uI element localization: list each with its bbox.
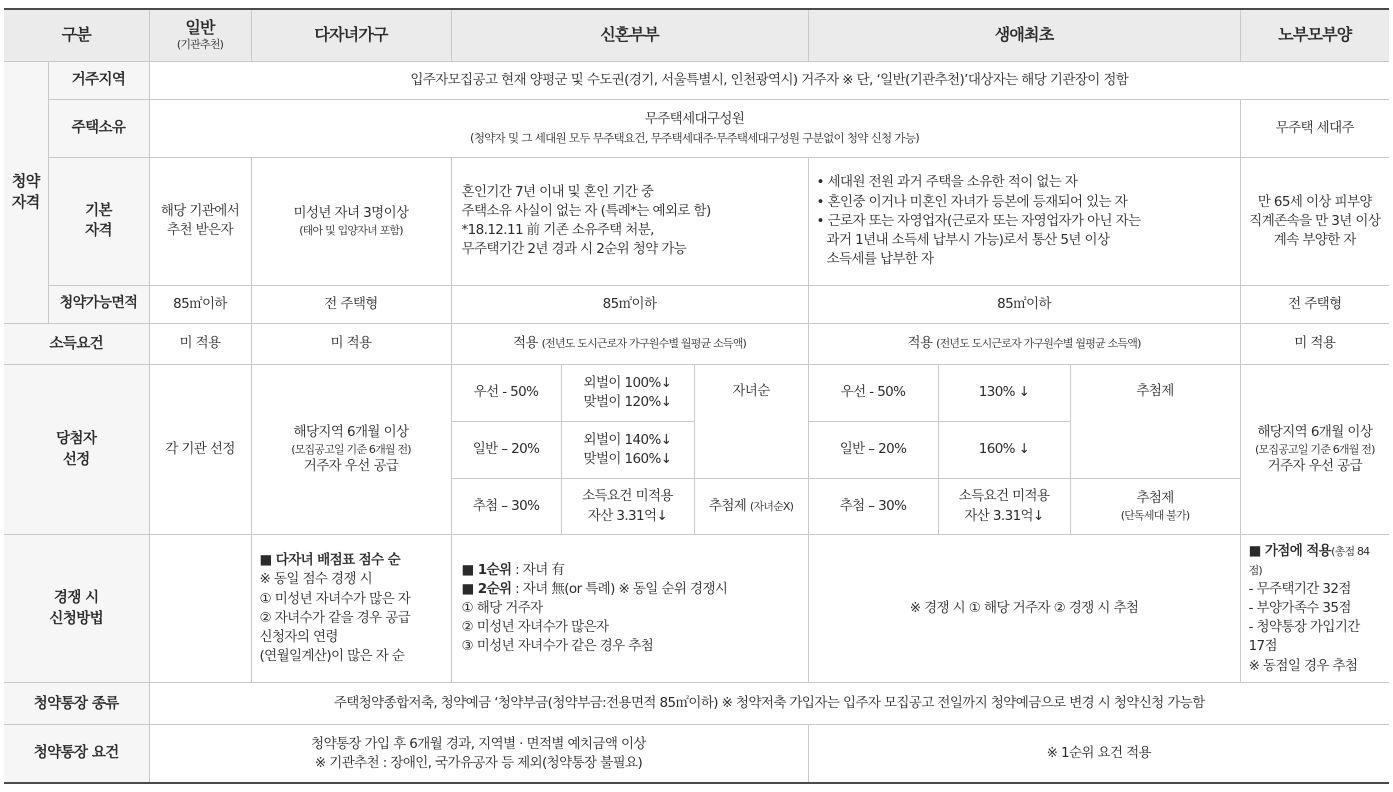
competition-row	[4, 535, 1389, 683]
basic-firsttime-text: 혼인중 이거나 미혼인 자녀가 등본에 등재되어 있는 자	[827, 193, 1128, 210]
selection-row-1	[4, 364, 1389, 421]
selection-label	[4, 364, 149, 534]
selection-nw-lottery-income-line1: 소득요건 미적용	[582, 488, 673, 505]
header-row	[4, 9, 1389, 61]
income-elderly: 미 적용	[1240, 323, 1389, 364]
selection-ft-general-income: 160% ↓	[938, 421, 1070, 478]
area-label: 청약가능면적	[48, 285, 149, 323]
selection-nw-general-income-line1: 외벌이 140%↓	[583, 431, 672, 448]
selection-nw-priority-income-line1: 외벌이 100%↓	[583, 374, 672, 391]
competition-elderly-title	[1249, 542, 1380, 580]
competition-multichild-line: 신청자의 연령	[259, 628, 338, 645]
eligibility-group-label	[4, 61, 48, 323]
header-firsttime: 생애최초	[808, 9, 1240, 61]
basic-firsttime-text: 근로자 또는 자영업자(근로자 또는 자영업자가 아닌 자는	[827, 212, 1141, 229]
area-general: 85㎡이하	[149, 285, 251, 323]
selection-elderly-line3: 거주자 우선 공급	[1267, 458, 1363, 475]
eligibility-group-label-line1: 청약	[11, 171, 40, 190]
selection-elderly	[1240, 364, 1389, 534]
basic-firsttime-item: • 세대원 전원 과거 주택을 소유한 적이 없는 자	[816, 174, 1078, 191]
selection-multichild	[251, 364, 451, 534]
income-newlywed-main: 적용	[512, 335, 538, 352]
header-newlywed: 신혼부부	[451, 9, 808, 61]
income-row	[4, 323, 1389, 364]
basic-multichild-sub: (태아 및 입양자녀 포함)	[299, 224, 403, 238]
competition-elderly-title-sub: (총점 84점)	[1248, 544, 1370, 577]
eligibility-group-label-line2: 자격	[11, 193, 40, 212]
competition-multichild-line: (연월일계산)이 많은 자 순	[259, 648, 405, 665]
income-multichild: 미 적용	[251, 323, 451, 364]
competition-firsttime: ※ 경쟁 시 ① 해당 거주자 ② 경쟁 시 추첨	[808, 535, 1240, 683]
area-newlywed: 85㎡이하	[451, 285, 808, 323]
basic-newlywed-line: 무주택기간 2년 경과 시 2순위 청약 가능	[461, 241, 687, 258]
housing-label: 주택소유	[48, 99, 149, 157]
housing-elderly: 무주택 세대주	[1240, 99, 1389, 157]
selection-general: 각 기관 선정	[149, 364, 251, 534]
basic-newlywed-line: 혼인기간 7년 이내 및 혼인 기간 중	[461, 183, 654, 200]
basic-row	[4, 157, 1389, 285]
selection-ft-lottery-income-line1: 소득요건 미적용	[958, 488, 1050, 505]
selection-nw-priority-method: 자녀순	[694, 364, 808, 478]
competition-multichild	[251, 535, 451, 683]
competition-multichild-line: ※ 동일 점수 경쟁 시	[259, 571, 373, 588]
basic-newlywed	[451, 157, 808, 285]
basic-general-line1: 해당 기관에서	[160, 203, 240, 220]
header-general	[149, 9, 251, 61]
selection-nw-priority-income-line2: 맞벌이 120%↓	[583, 393, 672, 410]
account-req-label: 청약통장 요건	[4, 725, 149, 783]
selection-ft-general: 일반 – 20%	[808, 421, 938, 478]
selection-nw-priority-income	[561, 364, 694, 421]
selection-ft-lottery-method-sub: (단독세대 불가)	[1120, 509, 1190, 523]
competition-label-line1: 경쟁 시	[53, 590, 99, 607]
income-label: 소득요건	[4, 323, 149, 364]
area-firsttime: 85㎡이하	[808, 285, 1240, 323]
selection-ft-lottery-income-line2: 자산 3.31억↓	[964, 507, 1044, 524]
residence-label: 거주지역	[48, 61, 149, 99]
residence-value: 입주자모집공고 현재 양평군 및 수도권(경기, 서울특별시, 인천광역시) 거주자 ※ 단, ‘일반(기관추천)’대상자는 해당 기관장이 정함	[149, 61, 1389, 99]
competition-nw-rank2	[462, 580, 798, 599]
basic-firsttime	[808, 157, 1240, 285]
competition-general	[149, 535, 251, 683]
selection-label-line2: 선정	[62, 451, 90, 468]
selection-nw-lottery: 추첨 – 30%	[451, 479, 561, 535]
housing-row	[4, 99, 1389, 157]
housing-value	[149, 99, 1240, 157]
residence-row	[4, 61, 1389, 99]
basic-multichild-main: 미성년 자녀 3명이상	[293, 204, 409, 221]
account-req-left-line2: ※ 기관추천 : 장애인, 국가유공자 등 제외(청약통장 불필요)	[314, 754, 643, 771]
selection-nw-priority: 우선 - 50%	[451, 364, 561, 421]
competition-elderly	[1240, 535, 1389, 683]
subscription-eligibility-table	[4, 8, 1389, 784]
area-row	[4, 285, 1389, 323]
income-firsttime-sub: (전년도 도시근로자 가구원수별 월평균 소득액)	[936, 337, 1141, 351]
selection-nw-lottery-income	[561, 479, 694, 535]
competition-nw-line: ③ 미성년 자녀수가 같은 경우 추첨	[461, 638, 654, 655]
selection-ft-priority: 우선 - 50%	[808, 364, 938, 421]
selection-multichild-line3: 거주자 우선 공급	[303, 458, 399, 475]
header-gubun: 구분	[4, 9, 149, 61]
selection-ft-priority-method: 추첨제	[1070, 364, 1240, 478]
selection-nw-lottery-method	[694, 479, 808, 535]
basic-firsttime-cont: 과거 1년내 소득세 납부시 가능)로서 통산 5년 이상	[826, 231, 1110, 248]
account-type-row	[4, 683, 1389, 725]
basic-general	[149, 157, 251, 285]
selection-label-line1: 당첨자	[56, 430, 97, 447]
header-general-title: 일반	[185, 18, 215, 38]
competition-multichild-title: ■ 다자녀 배점표 점수 순	[259, 552, 401, 569]
account-req-row	[4, 725, 1389, 783]
header-elderly: 노부모부양	[1240, 9, 1389, 61]
selection-elderly-sub: (모집공고일 기준 6개월 전)	[1255, 442, 1375, 456]
basic-elderly	[1240, 157, 1389, 285]
basic-firsttime-item: • 근로자 또는 자영업자(근로자 또는 자영업자가 아닌 자는	[816, 212, 1141, 229]
basic-firsttime-item: • 혼인중 이거나 미혼인 자녀가 등본에 등재되어 있는 자	[816, 193, 1128, 210]
basic-elderly-line: 직계존속을 만 3년 이상	[1249, 212, 1381, 229]
competition-multichild-line: ② 자녀수가 같을 경우 공급	[259, 609, 411, 626]
selection-elderly-line1: 해당지역 6개월 이상	[1257, 423, 1373, 440]
competition-nw-rank1-label: ■ 1순위	[461, 561, 512, 578]
selection-nw-general: 일반 – 20%	[451, 421, 561, 478]
basic-newlywed-line: *18.12.11 前 기존 소유주택 처분,	[461, 222, 654, 239]
selection-nw-lottery-income-line2: 자산 3.31억↓	[587, 507, 668, 524]
selection-nw-general-income-line2: 맞벌이 160%↓	[583, 451, 672, 468]
income-newlywed	[451, 323, 808, 364]
basic-firsttime-cont: 소득세를 납부한 자	[826, 250, 934, 267]
account-type-label: 청약통장 종류	[4, 683, 149, 725]
basic-elderly-line: 만 65세 이상 피부양	[1257, 193, 1372, 210]
basic-multichild	[251, 157, 451, 285]
competition-elderly-line: - 무주택기간 32점	[1248, 580, 1351, 597]
basic-label	[48, 157, 149, 285]
competition-multichild-line: ① 미성년 자녀수가 많은 자	[259, 590, 411, 607]
competition-elderly-line: - 청약통장 가입기간 17점	[1248, 619, 1360, 655]
housing-main: 무주택세대구성원	[644, 111, 745, 128]
selection-ft-lottery-method-main: 추첨제	[1136, 490, 1174, 507]
basic-newlywed-line: 주택소유 사실이 없는 자 (특례*는 예외로 함)	[461, 203, 711, 220]
competition-nw-line: ① 해당 거주자	[461, 600, 543, 617]
selection-nw-lottery-method-sub: (자녀순X)	[749, 500, 794, 513]
competition-nw-rank2-text: : 자녀 無(or 특례) ※ 동일 순위 경쟁시	[511, 580, 728, 597]
account-req-right: ※ 1순위 요건 적용	[808, 725, 1389, 783]
income-firsttime-main: 적용	[907, 335, 933, 352]
basic-label-line2: 자격	[85, 223, 112, 240]
account-req-left-line1: 청약통장 가입 후 6개월 경과, 지역별 · 면적별 예치금액 이상	[311, 735, 646, 752]
competition-label	[4, 535, 149, 683]
competition-newlywed	[451, 535, 808, 683]
basic-elderly-line: 계속 부양한 자	[1273, 231, 1356, 248]
selection-ft-lottery-method	[1070, 479, 1240, 535]
selection-ft-priority-income: 130% ↓	[938, 364, 1070, 421]
competition-elderly-title-main: ■ 가점에 적용	[1248, 542, 1332, 559]
competition-elderly-line: - 부양가족수 35점	[1248, 600, 1351, 617]
selection-ft-lottery-income	[938, 479, 1070, 535]
selection-multichild-sub: (모집공고일 기준 6개월 전)	[291, 442, 411, 456]
selection-multichild-line1: 해당지역 6개월 이상	[293, 423, 409, 440]
area-elderly: 전 주택형	[1240, 285, 1389, 323]
competition-nw-rank1	[462, 561, 798, 580]
competition-elderly-line: ※ 동점일 경우 추첨	[1248, 657, 1358, 674]
income-firsttime	[808, 323, 1240, 364]
competition-nw-line: ② 미성년 자녀수가 많은자	[461, 619, 609, 636]
account-type-value: 주택청약종합저축, 청약예금 ‘청약부금(청약부금:전용면적 85㎡이하) ※ 청약저축 가입자는 입주자 모집공고 전일까지 청약예금으로 변경 시 청약신청 가능함	[149, 683, 1389, 725]
income-newlywed-sub: (전년도 도시근로자 가구원수별 월평균 소득액)	[541, 337, 747, 351]
selection-nw-lottery-method-main: 추첨제	[708, 498, 747, 514]
housing-sub: (청약자 및 그 세대원 모두 무주택요건, 무주택세대주·무주택세대구성원 구분없이 청약 신청 가능)	[470, 130, 920, 145]
selection-ft-lottery: 추첨 – 30%	[808, 479, 938, 535]
account-req-left	[149, 725, 808, 783]
competition-label-line2: 신청방법	[49, 610, 104, 627]
competition-nw-rank1-text: : 자녀 有	[511, 561, 565, 578]
basic-general-line2: 추천 받은자	[167, 222, 233, 239]
header-multichild: 다자녀가구	[251, 9, 451, 61]
header-general-subtitle: (기관추천)	[176, 37, 224, 51]
income-general: 미 적용	[149, 323, 251, 364]
competition-nw-rank2-label: ■ 2순위	[461, 580, 512, 597]
basic-label-line1: 기본	[85, 202, 112, 219]
basic-firsttime-text: 세대원 전원 과거 주택을 소유한 적이 없는 자	[827, 174, 1078, 191]
selection-nw-general-income	[561, 421, 694, 478]
area-multichild: 전 주택형	[251, 285, 451, 323]
